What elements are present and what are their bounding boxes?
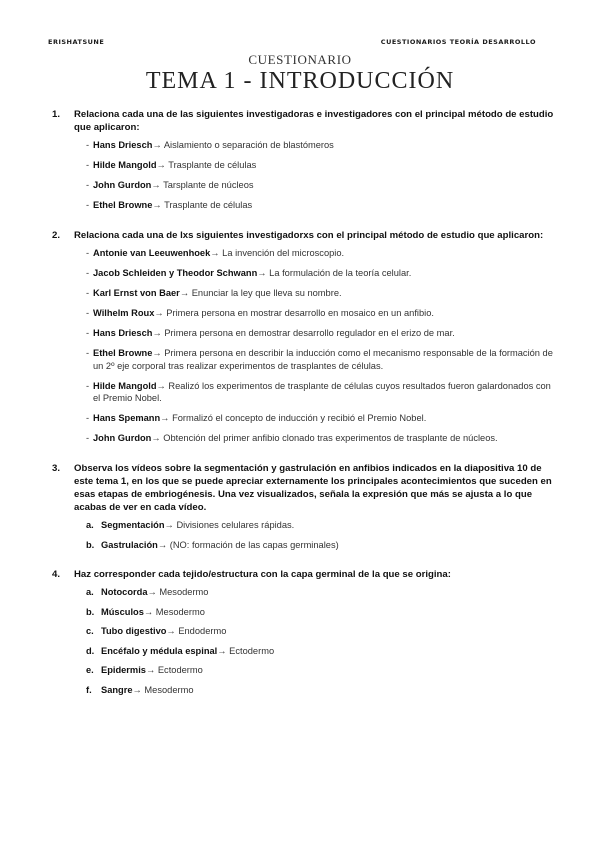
question-3 — [48, 462, 556, 551]
question-text: Observa los vídeos sobre la segmentación y gastrulación en anfibios indicados en la diapositiva 10 de este tema 1, en los que se puede apreciar externamente los principales acontecimientos que suceden en esas etapas de embriogénesis. Una vez visualizados, señala la expresión que más se ajusta a lo que acabas de ver en cada vídeo. — [74, 463, 552, 513]
answer-text: Ectodermo — [229, 645, 275, 656]
researcher-name: Hans Driesch — [93, 140, 153, 150]
researcher-name: Ethel Browne — [93, 200, 153, 210]
tissue-name: Epidermis — [101, 665, 146, 675]
arrow-icon: → — [151, 180, 161, 190]
item-letter: b. — [86, 606, 95, 617]
answer-item — [86, 645, 556, 658]
tissue-name: Músculos — [101, 606, 144, 617]
answer-text: Primera persona en mostrar desarrollo en mosaico en un anfibio. — [166, 308, 434, 318]
answer-text: Divisiones celulares rápidas. — [176, 520, 295, 530]
arrow-icon: → — [156, 380, 166, 391]
arrow-icon: → — [210, 248, 220, 258]
arrow-icon: → — [152, 140, 162, 150]
answer-text: La formulación de la teoría celular. — [269, 268, 412, 278]
tissue-name: Notocorda — [101, 587, 148, 597]
document-kicker: CUESTIONARIO — [248, 52, 352, 67]
item-letter: e. — [86, 665, 94, 675]
page-header — [48, 38, 536, 48]
researcher-name: Hilde Mangold — [93, 160, 157, 170]
answer-item — [86, 519, 556, 532]
arrow-icon: → — [152, 328, 162, 338]
researcher-name: Antonie van Leeuwenhoek — [93, 248, 211, 258]
answer-text: Enunciar la ley que lleva su nombre. — [191, 288, 342, 298]
answer-text: Endodermo — [178, 626, 227, 636]
answer-item: - Karl Ernst von Baer→ Enunciar la ley que lleva su nombre. — [86, 288, 342, 298]
arrow-icon: → — [179, 288, 190, 298]
answer-item — [86, 684, 556, 697]
header-document-title: CUESTIONARIOS TEORÍA DESARROLLO — [380, 38, 536, 46]
answer-list — [48, 139, 556, 212]
answer-text: Obtención del primer anfibio clonado tras experimentos de trasplante de núcleos. — [163, 433, 498, 443]
question-heading — [48, 462, 556, 514]
answer-text: Mesodermo — [144, 684, 194, 695]
researcher-name: Karl Ernst von Baer — [93, 288, 180, 298]
answer-item — [86, 586, 556, 599]
answer-text: Mesodermo — [159, 587, 209, 597]
answer-text: Trasplante de células — [168, 160, 257, 170]
arrow-icon: → — [166, 626, 176, 636]
answer-item: - Jacob Schleiden y Theodor Schwann→ La formulación de la teoría celular. — [86, 268, 412, 278]
answer-item: - Wilhelm Roux→ Primera persona en mostrar desarrollo en mosaico en un anfibio. — [86, 308, 434, 318]
tissue-name: Tubo digestivo — [101, 626, 167, 636]
researcher-name: John Gurdon — [93, 180, 152, 190]
arrow-icon: → — [132, 684, 142, 695]
answer-item — [86, 664, 556, 677]
question-number: 2. — [52, 230, 61, 241]
answer-item: - John Gurdon→ Obtención del primer anfibio clonado tras experimentos de trasplante de núcleos. — [86, 433, 498, 443]
question-4 — [48, 568, 556, 696]
question-text: Relaciona cada una de las siguientes investigadoras e investigadores con el principal método de estudio que aplicaron: — [74, 109, 554, 133]
answer-item — [86, 625, 556, 638]
researcher-name: Hans Spemann — [93, 413, 161, 423]
arrow-icon: → — [143, 606, 154, 617]
answer-item: - Hilde Mangold→ Trasplante de células — [86, 160, 257, 170]
answer-text: Aislamiento o separación de blastómeros — [163, 140, 334, 150]
arrow-icon: → — [154, 308, 164, 318]
answer-item: - Hans Driesch→ Aislamiento o separación de blastómeros — [86, 140, 334, 150]
researcher-name: Ethel Browne — [93, 348, 153, 358]
answer-item: - Ethel Browne→ Primera persona en describir la inducción como el mecanismo responsable de la formación de un 2º eje corporal tras realizar experimentos de trasplantes de células. — [86, 348, 553, 371]
arrow-icon: → — [217, 645, 227, 656]
stage-name: Gastrulación — [101, 539, 158, 550]
item-letter: c. — [86, 626, 94, 636]
question-number: 3. — [52, 463, 61, 474]
answer-text: Primera persona en demostrar desarrollo regulador en el erizo de mar. — [164, 328, 455, 338]
answer-item — [86, 606, 556, 619]
answer-text: Primera persona en describir la inducción como el mecanismo responsable de la formación de un 2º eje corporal tras realizar experimentos de trasplantes de células. — [93, 348, 553, 371]
question-1 — [48, 108, 556, 212]
item-letter: b. — [86, 539, 95, 550]
arrow-icon: → — [257, 268, 267, 278]
item-letter: f. — [86, 684, 92, 695]
document-title: TEMA 1 - INTRODUCCIÓN — [145, 68, 455, 94]
tissue-name: Encéfalo y médula espinal — [101, 645, 218, 656]
question-text: Relaciona cada una de lxs siguientes investigadorxs con el principal método de estudio que aplicaron: — [74, 230, 544, 241]
answer-text: Trasplante de células — [164, 200, 253, 210]
researcher-name: Jacob Schleiden y Theodor Schwann — [93, 268, 258, 278]
question-2 — [48, 229, 556, 445]
answer-item: - Hilde Mangold→ Realizó los experimentos de trasplante de células cuyos resultados fueron galardonados con el Premio Nobel. — [86, 380, 551, 403]
arrow-icon: → — [152, 348, 162, 358]
researcher-name: Hilde Mangold — [93, 380, 157, 391]
header-author: ERISHATSUNE — [48, 38, 105, 46]
answer-list — [48, 519, 556, 551]
question-number: 4. — [52, 569, 61, 580]
item-letter: a. — [86, 520, 94, 530]
researcher-name: Hans Driesch — [93, 328, 153, 338]
questionnaire — [48, 108, 556, 703]
question-heading — [48, 568, 556, 581]
arrow-icon: → — [152, 200, 162, 210]
answer-item: - Antonie van Leeuwenhoek→ La invención del microscopio. — [86, 248, 345, 258]
researcher-name: John Gurdon — [93, 433, 152, 443]
answer-text: La invención del microscopio. — [222, 248, 345, 258]
arrow-icon: → — [156, 160, 166, 170]
answer-item: - Hans Spemann→ Formalizó el concepto de inducción y recibió el Premio Nobel. — [86, 413, 427, 423]
tissue-name: Sangre — [101, 684, 133, 695]
researcher-name: Wilhelm Roux — [93, 308, 155, 318]
answer-text: Ectodermo — [157, 665, 203, 675]
answer-item: - John Gurdon→ Tarsplante de núcleos — [86, 180, 254, 190]
question-number: 1. — [52, 109, 61, 120]
answer-text: Formalizó el concepto de inducción y recibió el Premio Nobel. — [172, 413, 427, 423]
answer-item: - Hans Driesch→ Primera persona en demostrar desarrollo regulador en el erizo de mar. — [86, 328, 455, 338]
answer-item — [86, 539, 556, 552]
question-heading — [48, 229, 556, 242]
answer-text: Mesodermo — [155, 606, 205, 617]
item-letter: d. — [86, 645, 95, 656]
arrow-icon: → — [160, 413, 170, 423]
item-letter: a. — [86, 587, 94, 597]
answer-text: Realizó los experimentos de trasplante de células cuyos resultados fueron galardonados con el Premio Nobel. — [93, 380, 551, 403]
answer-item: - Ethel Browne→ Trasplante de células — [86, 200, 253, 210]
answer-text: (NO: formación de las capas germinales) — [169, 539, 339, 550]
arrow-icon: → — [145, 665, 156, 675]
stage-name: Segmentación — [101, 520, 165, 530]
arrow-icon: → — [151, 433, 161, 443]
arrow-icon: → — [157, 539, 168, 550]
question-text: Haz corresponder cada tejido/estructura con la capa germinal de la que se origina: — [74, 569, 451, 580]
question-heading — [48, 108, 556, 134]
answer-list — [48, 586, 556, 696]
answer-list — [48, 247, 556, 445]
arrow-icon: → — [164, 520, 174, 530]
arrow-icon: → — [147, 587, 157, 597]
answer-text: Tarsplante de núcleos — [163, 180, 254, 190]
